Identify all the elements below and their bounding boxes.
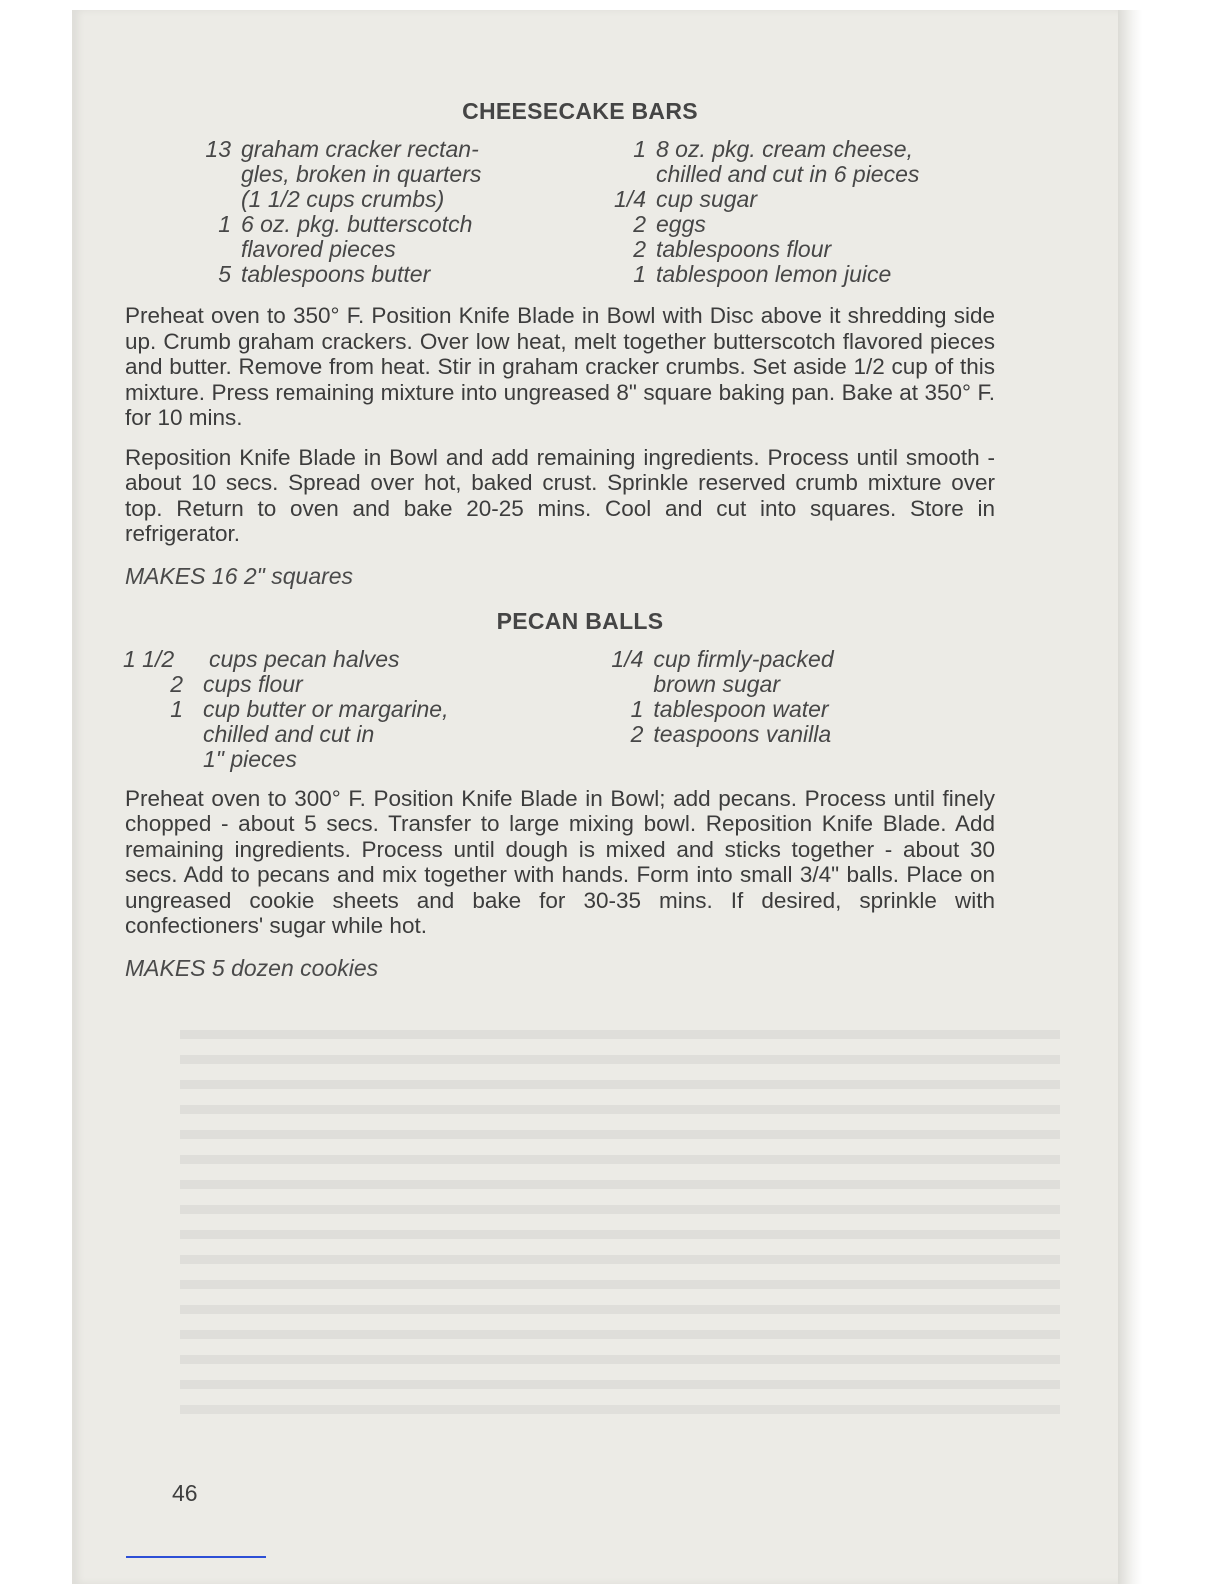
ingredient-line xyxy=(165,212,580,237)
ingredient-line xyxy=(165,237,580,262)
ingredient-line xyxy=(165,262,580,287)
ingredient-line xyxy=(580,262,995,287)
ingredient-qty xyxy=(165,162,241,187)
ingredient-line xyxy=(577,697,995,722)
ingredient-item: eggs xyxy=(656,211,706,237)
page-content xyxy=(125,90,995,982)
ingredient-item: gles, broken in quarters xyxy=(241,161,482,187)
show-through-text xyxy=(180,1030,1060,1480)
ingredient-line xyxy=(580,162,995,187)
ingredient-qty: 2 xyxy=(630,720,644,747)
ingredient-qty: 1 xyxy=(633,261,646,287)
ingredient-line xyxy=(117,672,535,697)
ingredient-item: teaspoons vanilla xyxy=(653,720,832,747)
scan-mark xyxy=(126,1556,266,1558)
ingredient-qty: 2 xyxy=(633,211,646,237)
ingredient-qty: 1 xyxy=(630,695,644,722)
ingredient-qty xyxy=(165,237,241,262)
ingredient-line xyxy=(117,697,535,722)
ingredient-line xyxy=(117,747,535,772)
ingredient-line xyxy=(165,187,580,212)
ingredient-item: tablespoons butter xyxy=(241,261,431,287)
ingredient-qty xyxy=(117,722,193,747)
ingredient-line xyxy=(165,137,580,162)
ingredient-list xyxy=(125,647,995,772)
ingredient-item: tablespoon water xyxy=(653,695,829,722)
ingredient-item: chilled and cut in 6 pieces xyxy=(656,161,920,187)
ingredient-line xyxy=(580,187,995,212)
ingredient-column-right xyxy=(577,647,995,772)
ingredient-item: flavored pieces xyxy=(241,236,396,262)
ingredient-qty: 1 xyxy=(170,695,183,722)
ingredient-qty: 1 xyxy=(633,136,646,162)
recipe-title: PECAN BALLS xyxy=(496,607,664,634)
recipe-title: CHEESECAKE BARS xyxy=(462,98,698,124)
ingredient-item: cup firmly-packed xyxy=(653,645,834,672)
ingredient-item: chilled and cut in xyxy=(203,720,375,747)
page-edge xyxy=(1118,10,1142,1584)
ingredient-item: (1 1/2 cups crumbs) xyxy=(241,186,445,212)
instructions-paragraph: Preheat oven to 300° F. Position Knife Blade in Bowl; add pecans. Process until finely chopped - about 5 secs. Transfer to large mixing bowl. Reposition Knife Blade. Add remaining ingredients. Process until dough is mixed and sticks together - about 30 secs. Add to pecans and mix together with hands. Form into small 3/4" balls. Place on ungreased cookie sheets and bake for 30-35 mins. If desired, sprinkle with confectioners' sugar while hot. xyxy=(125,785,995,938)
page-number: 46 xyxy=(172,1480,198,1506)
ingredient-line xyxy=(577,672,995,697)
ingredient-line xyxy=(580,137,995,162)
ingredient-qty xyxy=(577,672,653,697)
ingredient-line xyxy=(577,647,995,672)
ingredient-item: cups flour xyxy=(203,670,303,697)
ingredient-column-right xyxy=(580,137,995,287)
recipe-cheesecake-bars xyxy=(125,90,995,590)
ingredient-qty: 2 xyxy=(170,670,183,697)
ingredient-item: 6 oz. pkg. butterscotch xyxy=(241,211,473,237)
ingredient-qty: 1/4 xyxy=(611,645,644,672)
ingredient-line xyxy=(117,722,535,747)
ingredient-qty xyxy=(117,747,193,772)
ingredient-qty xyxy=(165,187,241,212)
ingredient-list xyxy=(125,137,995,287)
ingredient-item: cup sugar xyxy=(656,186,758,212)
ingredient-item: graham cracker rectan- xyxy=(241,136,479,162)
ingredient-qty: 5 xyxy=(218,261,231,287)
ingredient-item: tablespoons flour xyxy=(656,236,832,262)
ingredient-item: cup butter or margarine, xyxy=(203,695,449,722)
ingredient-qty: 1/4 xyxy=(614,186,646,212)
ingredient-item: cups pecan halves xyxy=(209,645,400,672)
instructions-paragraph: Reposition Knife Blade in Bowl and add remaining ingredients. Process until smooth - about 10 secs. Spread over hot, baked crust. Sprinkle reserved crumb mixture over top. Return to oven and bake 20-25 mins. Cool and cut into squares. Store in refrigerator. xyxy=(125,444,995,546)
ingredient-line xyxy=(117,647,535,672)
ingredient-line xyxy=(580,237,995,262)
ingredient-qty xyxy=(580,162,656,187)
ingredient-qty: 1 xyxy=(218,211,231,237)
ingredient-line xyxy=(577,722,995,747)
instructions-paragraph: Preheat oven to 350° F. Position Knife Blade in Bowl with Disc above it shredding side up. Crumb graham crackers. Over low heat, melt together butterscotch flavored pieces and butter. Remove from heat. Stir in graham cracker crumbs. Set aside 1/2 cup of this mixture. Press remaining mixture into ungreased 8" square baking pan. Bake at 350° F. for 10 mins. xyxy=(125,303,995,430)
ingredient-column-left xyxy=(125,137,580,287)
ingredient-item: 8 oz. pkg. cream cheese, xyxy=(656,136,913,162)
ingredient-qty: 1 1/2 xyxy=(123,645,175,672)
recipe-yield: MAKES 5 dozen cookies xyxy=(125,954,379,981)
ingredient-column-left xyxy=(117,647,535,772)
ingredient-item: brown sugar xyxy=(653,670,780,697)
ingredient-line xyxy=(165,162,580,187)
ingredient-line xyxy=(580,212,995,237)
recipe-yield: MAKES 16 2" squares xyxy=(125,562,354,589)
ingredient-item: 1" pieces xyxy=(203,745,297,772)
recipe-pecan-balls xyxy=(125,608,995,982)
ingredient-qty: 2 xyxy=(633,236,646,262)
ingredient-item: tablespoon lemon juice xyxy=(656,261,892,287)
ingredient-qty: 13 xyxy=(205,136,231,162)
